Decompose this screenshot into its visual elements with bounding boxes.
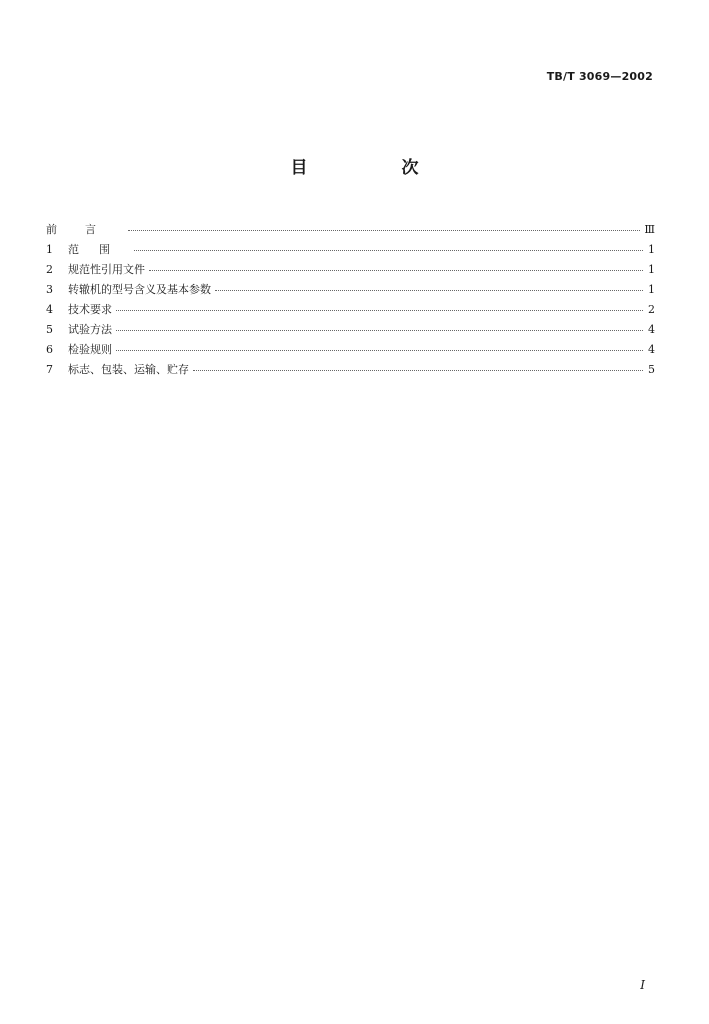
toc-entry-label: 检验规则	[68, 343, 112, 356]
toc-entry-page: 4	[648, 343, 655, 356]
toc-entry-number: 3	[46, 283, 53, 296]
toc-entry-page: 1	[648, 283, 655, 296]
toc-entry-scope[interactable]	[46, 241, 655, 261]
toc-leader-dots	[149, 269, 643, 271]
toc-entry-marking-packaging[interactable]	[46, 361, 655, 381]
toc-entry-label: 前言	[46, 223, 124, 236]
toc-entry-label: 标志、包装、运输、贮存	[68, 363, 189, 376]
toc-entry-page: Ⅲ	[644, 223, 655, 236]
toc-entry-label: 试验方法	[68, 323, 112, 336]
toc-entry-inspection-rules[interactable]	[46, 341, 655, 361]
table-of-contents	[46, 221, 655, 381]
toc-entry-number: 5	[46, 323, 53, 336]
page-title: 目 次	[290, 158, 463, 178]
toc-entry-page: 1	[648, 263, 655, 276]
toc-leader-dots	[116, 349, 643, 351]
toc-leader-dots	[215, 289, 643, 291]
toc-entry-page: 1	[648, 243, 655, 256]
toc-leader-dots	[116, 309, 643, 311]
toc-entry-model-parameters[interactable]	[46, 281, 655, 301]
toc-entry-page: 5	[648, 363, 655, 376]
toc-entry-technical-requirements[interactable]	[46, 301, 655, 321]
toc-entry-number: 2	[46, 263, 53, 276]
toc-entry-page: 2	[648, 303, 655, 316]
toc-entry-page: 4	[648, 323, 655, 336]
toc-entry-normative-references[interactable]	[46, 261, 655, 281]
toc-entry-number: 1	[46, 243, 53, 256]
toc-entry-label: 技术要求	[68, 303, 112, 316]
toc-entry-number: 7	[46, 363, 53, 376]
standard-code: TB/T 3069—2002	[546, 70, 653, 83]
toc-leader-dots	[116, 329, 643, 331]
toc-entry-label: 转辙机的型号含义及基本参数	[68, 283, 211, 296]
toc-entry-number: 6	[46, 343, 53, 356]
page-number: I	[640, 978, 645, 992]
toc-entry-test-methods[interactable]	[46, 321, 655, 341]
toc-entry-preface[interactable]	[46, 221, 655, 241]
toc-entry-number: 4	[46, 303, 53, 316]
toc-leader-dots	[193, 369, 643, 371]
toc-leader-dots	[134, 249, 643, 251]
toc-entry-label: 规范性引用文件	[68, 263, 145, 276]
toc-leader-dots	[128, 229, 640, 231]
toc-entry-label: 范围	[68, 243, 130, 256]
